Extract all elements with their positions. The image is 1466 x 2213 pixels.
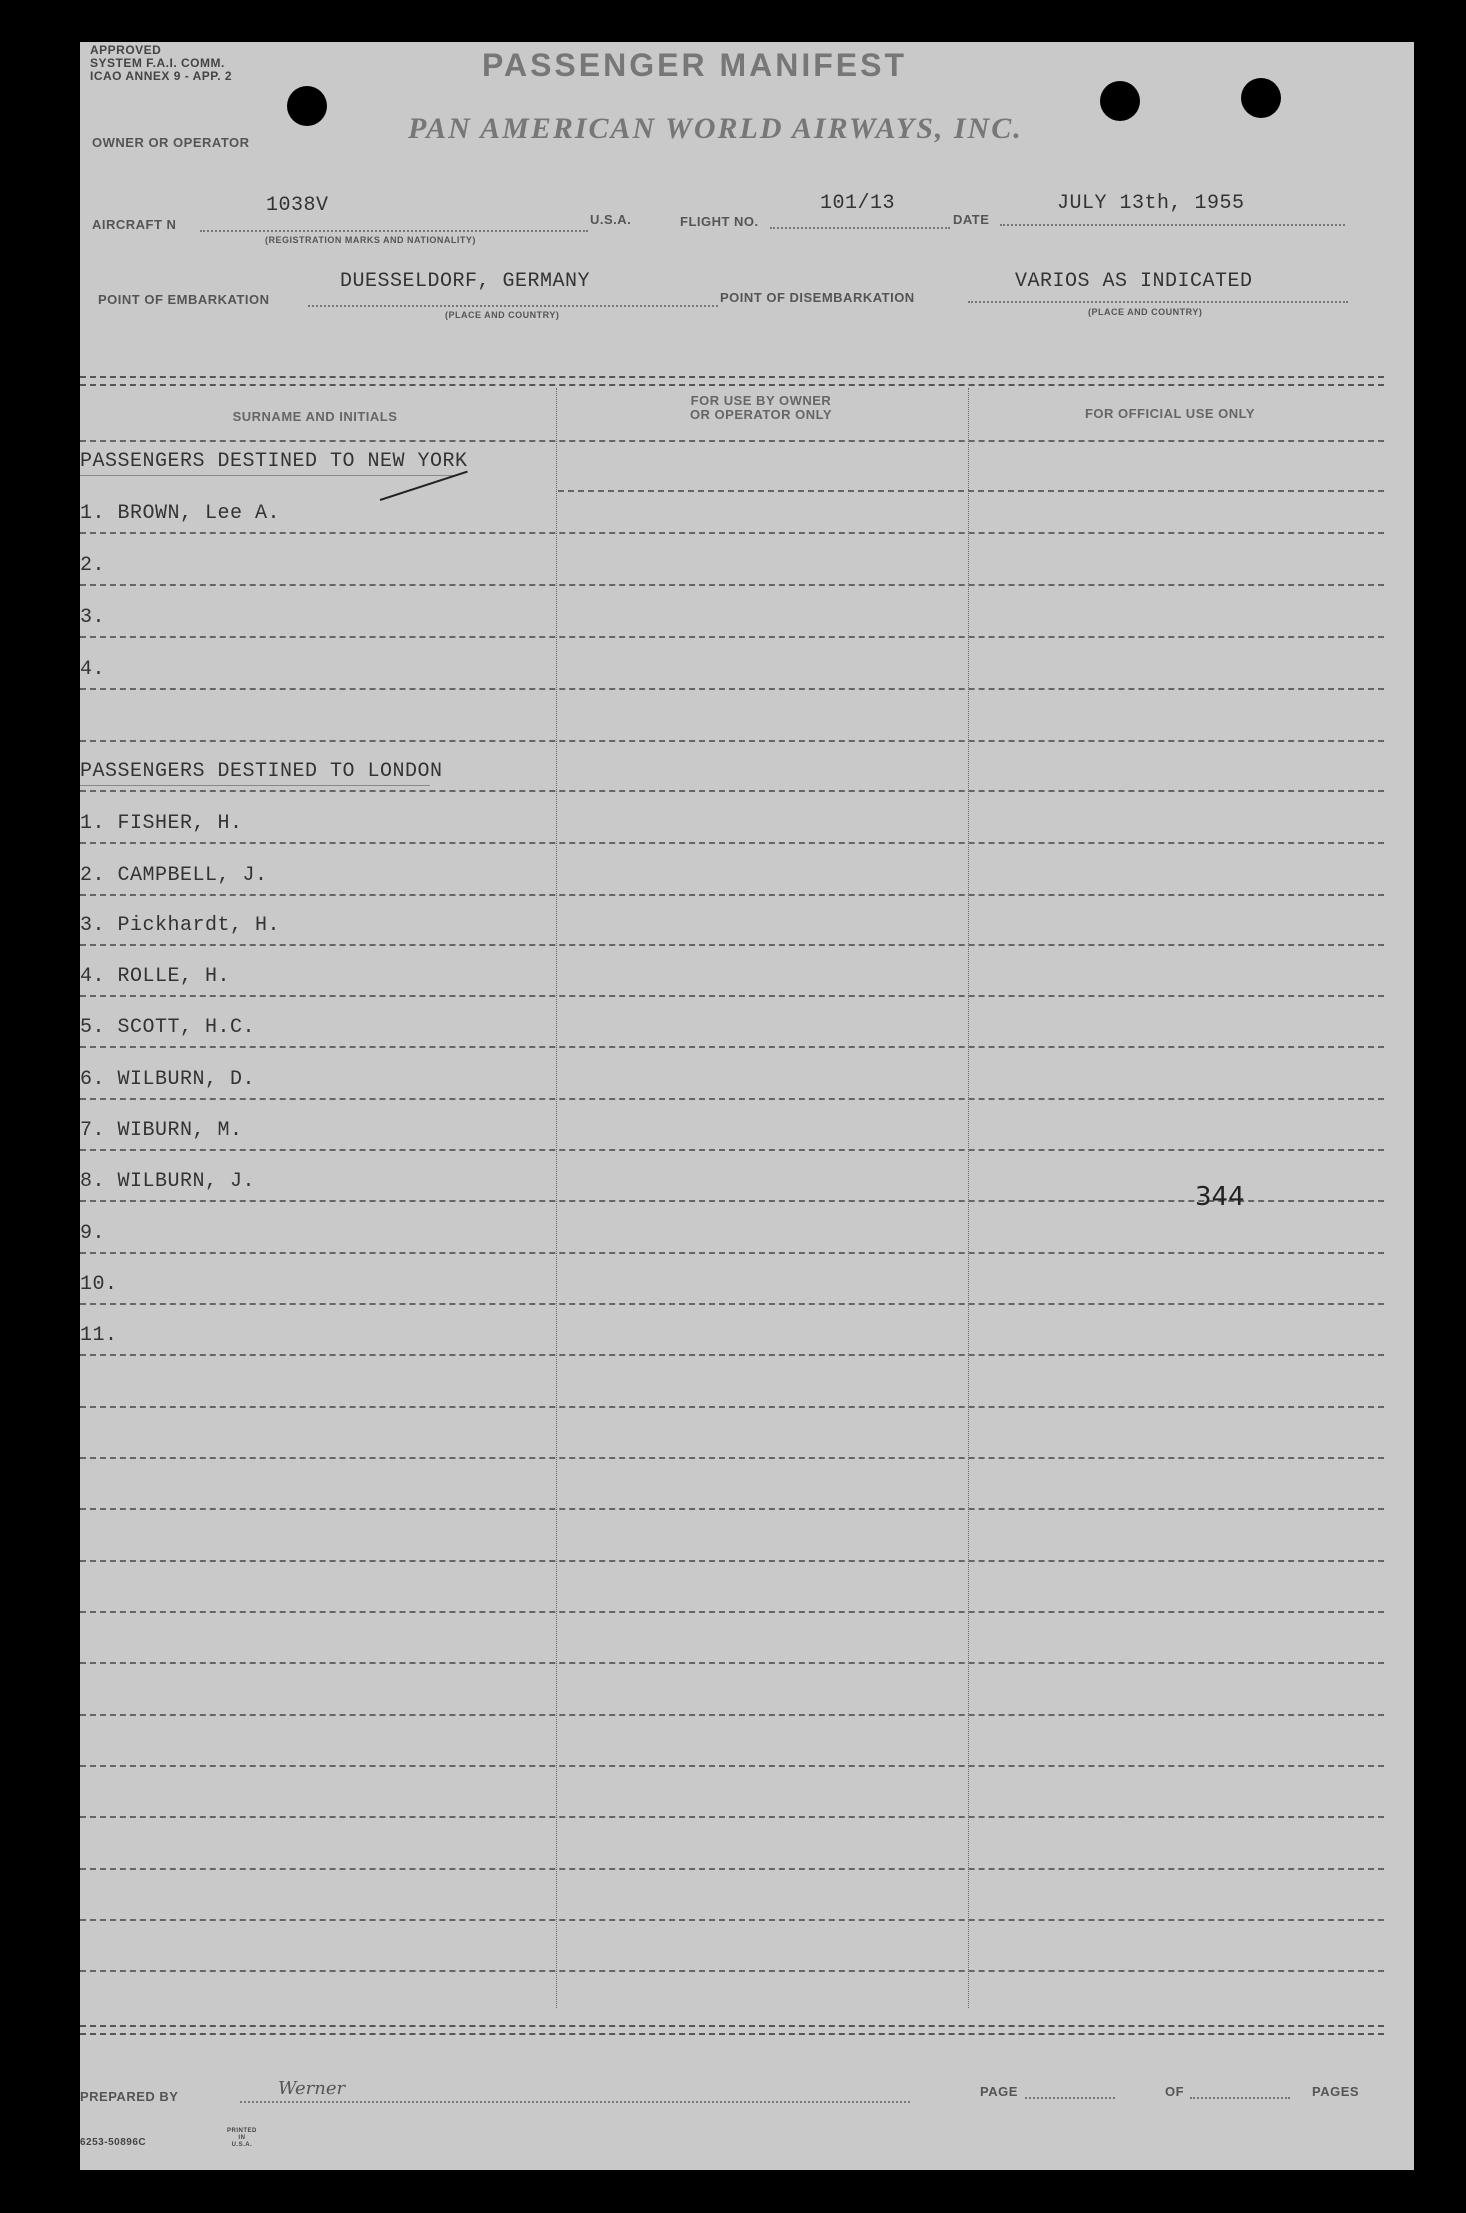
punch-hole — [287, 86, 327, 126]
airline-name: PAN AMERICAN WORLD AIRWAYS, INC. — [408, 112, 1023, 145]
embarkation-label: POINT OF EMBARKATION — [98, 292, 270, 307]
aircraft-label: AIRCRAFT N — [92, 217, 177, 232]
disembarkation-sublabel: (PLACE AND COUNTRY) — [1088, 307, 1203, 317]
manifest-page — [80, 42, 1414, 2170]
date-value: JULY 13th, 1955 — [1057, 192, 1245, 215]
prepared-by-value: Werner — [278, 2078, 346, 2099]
approval-block — [90, 44, 232, 83]
section-heading-new-york: PASSENGERS DESTINED TO NEW YORK — [80, 450, 468, 473]
form-title: PASSENGER MANIFEST — [482, 47, 907, 83]
column-header-surname: SURNAME AND INITIALS — [232, 409, 398, 424]
passenger-row: 2. CAMPBELL, J. — [80, 864, 268, 887]
form-number: 6253-50896C — [80, 2137, 147, 2148]
disembarkation-label: POINT OF DISEMBARKATION — [720, 290, 915, 305]
flight-label: FLIGHT NO. — [680, 214, 759, 229]
aircraft-sublabel: (REGISTRATION MARKS AND NATIONALITY) — [265, 235, 476, 245]
disembarkation-value: VARIOS AS INDICATED — [1015, 270, 1253, 293]
section-heading-london: PASSENGERS DESTINED TO LONDON — [80, 760, 443, 783]
passenger-row: 6. WILBURN, D. — [80, 1068, 256, 1091]
passenger-row: 8. WILBURN, J. — [80, 1170, 256, 1193]
passenger-row: 9. — [80, 1222, 106, 1245]
passenger-row: 3. Pickhardt, H. — [80, 914, 281, 937]
flight-value: 101/13 — [820, 192, 896, 215]
punch-hole — [1100, 81, 1140, 121]
page-label: PAGE — [980, 2084, 1018, 2099]
passenger-row: 10. — [80, 1273, 118, 1296]
passenger-row: 7. WIBURN, M. — [80, 1119, 243, 1142]
column-header-operator: FOR USE BY OWNER OR OPERATOR ONLY — [689, 393, 833, 422]
approval-line: SYSTEM F.A.I. COMM. — [90, 56, 225, 70]
official-handwritten-note: 344 — [1195, 1182, 1245, 1212]
aircraft-value: 1038V — [266, 194, 329, 217]
passenger-row: 4. — [80, 658, 106, 681]
passenger-row: 1. FISHER, H. — [80, 812, 243, 835]
punch-hole — [1241, 78, 1281, 118]
embarkation-sublabel: (PLACE AND COUNTRY) — [445, 310, 560, 320]
prepared-by-label: PREPARED BY — [80, 2089, 179, 2104]
passenger-row: 5. SCOTT, H.C. — [80, 1016, 256, 1039]
embarkation-value: DUESSELDORF, GERMANY — [340, 270, 591, 293]
printed-in-usa: PRINTED IN U.S.A. — [227, 2128, 257, 2148]
of-label: OF — [1165, 2084, 1185, 2099]
usa-label: U.S.A. — [590, 212, 632, 227]
pages-label: PAGES — [1312, 2084, 1360, 2099]
approval-line: APPROVED — [90, 43, 162, 57]
passenger-row: 3. — [80, 606, 106, 629]
passenger-row: 11. — [80, 1324, 118, 1347]
passenger-row: 4. ROLLE, H. — [80, 965, 231, 988]
approval-line: ICAO ANNEX 9 - APP. 2 — [90, 69, 233, 83]
passenger-row: 1. BROWN, Lee A. — [80, 502, 281, 525]
date-label: DATE — [953, 212, 990, 227]
column-header-official: FOR OFFICIAL USE ONLY — [1084, 406, 1256, 421]
owner-label: OWNER OR OPERATOR — [92, 135, 250, 150]
passenger-row: 2. — [80, 554, 106, 577]
